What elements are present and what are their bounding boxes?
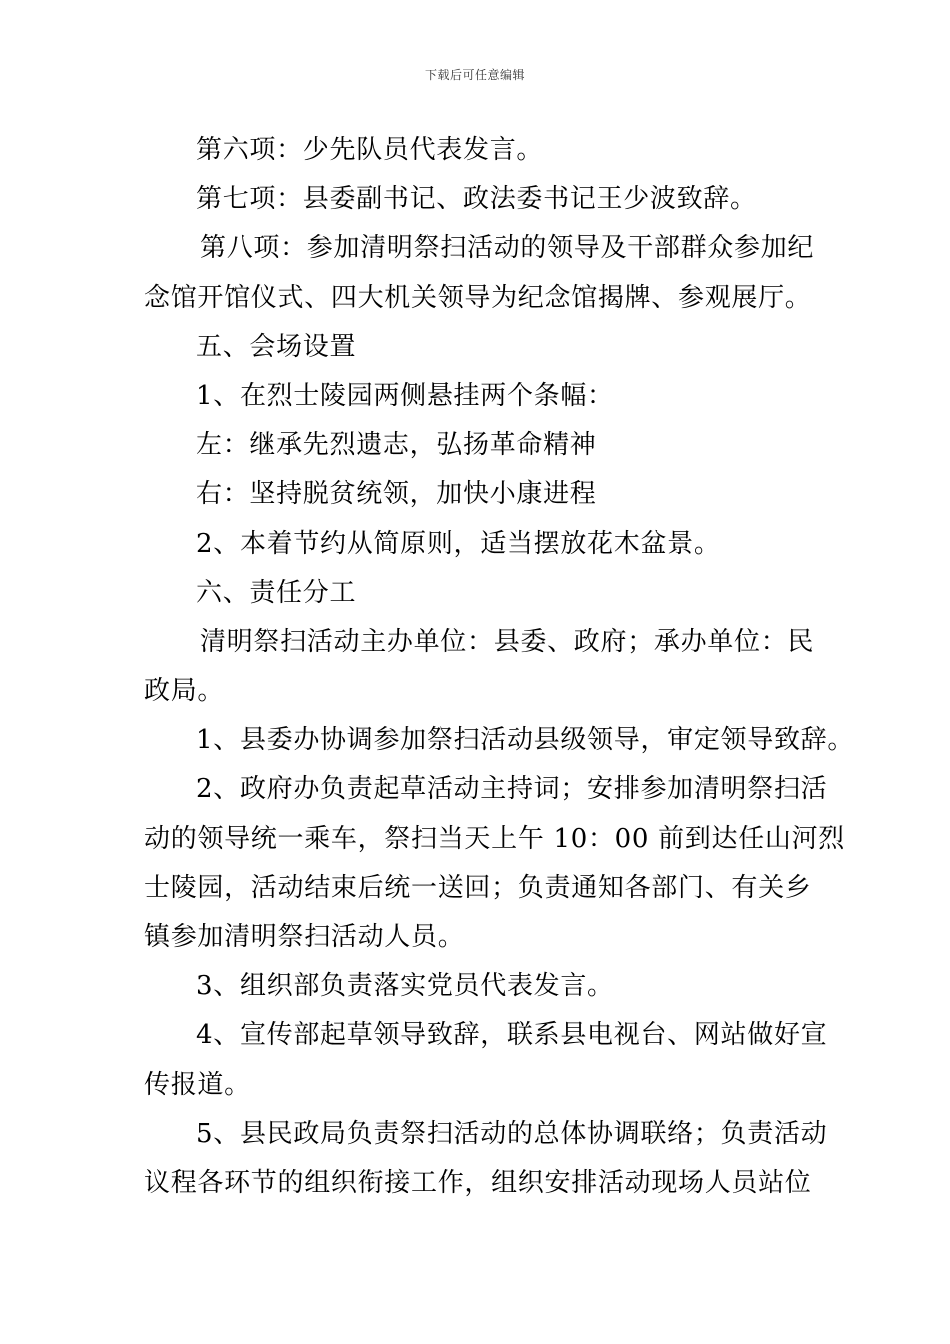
paragraph-line: 3、组织部负责落实党员代表发言。 [196, 971, 614, 1002]
paragraph-line: 动的领导统一乘车，祭扫当天上午 10：00 前到达任山河烈 [144, 823, 845, 854]
paragraph-line: 议程各环节的组织衔接工作，组织安排活动现场人员站位 [144, 1167, 812, 1198]
paragraph-line: 5、县民政局负责祭扫活动的总体协调联络；负责活动 [196, 1118, 828, 1149]
paragraph-line: 1、在烈士陵园两侧悬挂两个条幅： [196, 380, 614, 411]
page-header: 下载后可任意编辑 [424, 68, 525, 82]
paragraph-line: 第六项：少先队员代表发言。 [196, 135, 544, 165]
paragraph-line: 传报道。 [144, 1069, 251, 1100]
paragraph-line: 第八项：参加清明祭扫活动的领导及干部群众参加纪 [200, 233, 815, 264]
paragraph-line: 2、政府办负责起草活动主持词；安排参加清明祭扫活 [196, 774, 828, 805]
paragraph-line: 右：坚持脱贫统领，加快小康进程 [196, 479, 597, 510]
paragraph-line: 1、县委办协调参加祭扫活动县级领导，审定领导致辞。 [196, 725, 855, 756]
paragraph-line: 念馆开馆仪式、四大机关领导为纪念馆揭牌、参观展厅。 [144, 282, 812, 313]
paragraph-line: 清明祭扫活动主办单位：县委、政府；承办单位：民 [200, 626, 815, 657]
paragraph-line: 镇参加清明祭扫活动人员。 [144, 922, 465, 952]
document-body [144, 126, 855, 1208]
section-heading: 六、责任分工 [196, 577, 357, 608]
paragraph-line: 左：继承先烈遗志，弘扬革命精神 [196, 430, 597, 461]
section-heading: 五、会场设置 [196, 331, 357, 362]
paragraph-line: 士陵园，活动结束后统一送回；负责通知各部门、有关乡 [144, 872, 812, 903]
paragraph-line: 2、本着节约从简原则，适当摆放花木盆景。 [196, 528, 721, 559]
paragraph-line: 政局。 [144, 676, 225, 707]
paragraph-line: 4、宣传部起草领导致辞，联系县电视台、网站做好宣 [196, 1020, 828, 1051]
paragraph-line: 第七项：县委副书记、政法委书记王少波致辞。 [196, 184, 757, 215]
